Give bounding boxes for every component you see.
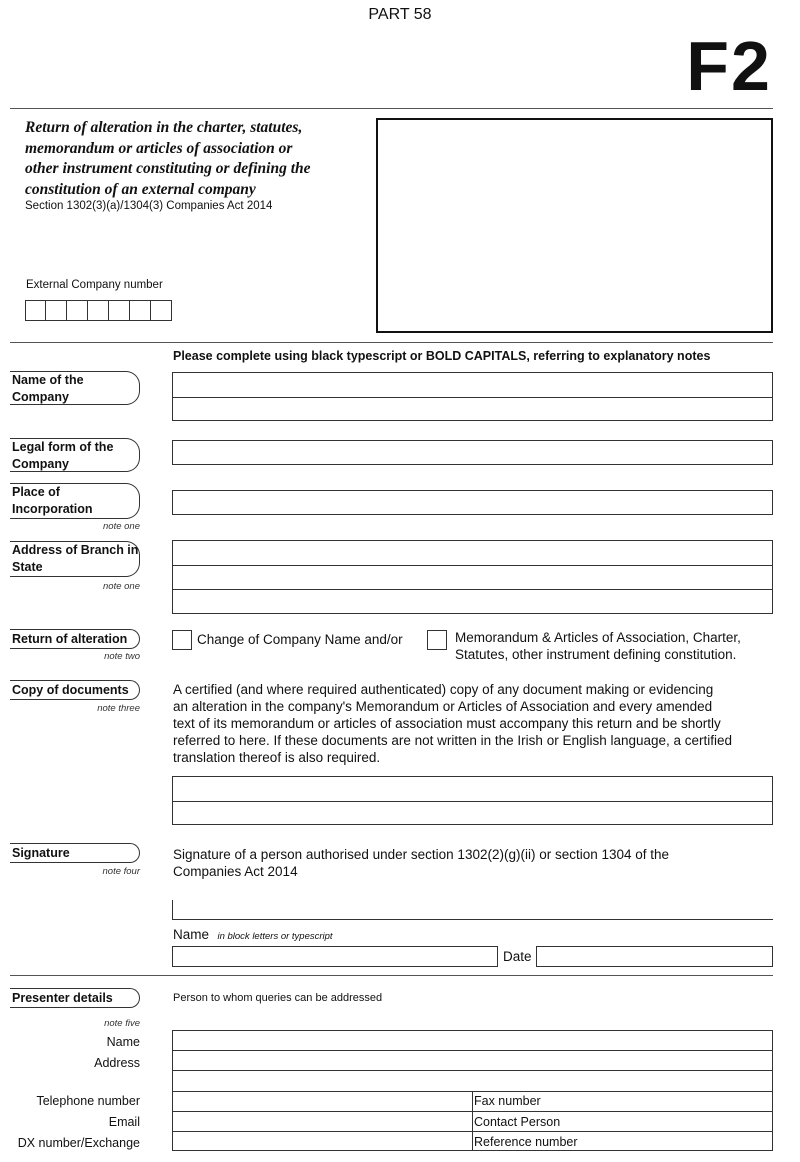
label-text: Presenter details [12,991,113,1005]
digit-box[interactable] [130,300,151,321]
title-line: Return of alteration in the charter, statutes, [25,119,303,136]
digit-box[interactable] [46,300,67,321]
header-divider [10,108,773,109]
form-title [25,118,365,200]
queries-text: Person to whom queries can be addressed [173,992,383,1004]
label-text: Place of Incorporation [12,485,93,516]
note-three: note three [97,703,140,714]
text-line: A certified (and where required authenticated) copy of any document making or evidencing [173,682,714,697]
signature-text-line2: Companies Act 2014 [173,864,298,879]
presenter-address-label: Address [94,1056,140,1070]
copy-of-documents-text [173,681,773,766]
text-line: translation thereof is also required. [173,750,381,765]
telephone-label: Telephone number [36,1094,140,1108]
field-divider [173,801,772,802]
email-label: Email [108,1115,140,1129]
note-five: note five [104,1018,140,1029]
signature-label [10,843,140,863]
digit-box[interactable] [67,300,88,321]
fax-label: Fax number [474,1094,541,1108]
title-line: memorandum or articles of association or [25,139,293,157]
memorandum-text-line2: Statutes, other instrument defining constitution. [455,647,737,662]
instructions: Please complete using black typescript or BOLD CAPITALS, referring to explanatory notes [173,349,711,363]
form-code: F2 [686,27,772,105]
name-label [173,926,333,944]
presenter-table[interactable] [172,1030,773,1151]
column-divider [472,1091,473,1151]
text-line: referred to here. If these documents are not written in the Irish or English language, a certified [173,733,733,748]
name-of-company-label [10,371,140,405]
memorandum-text-line1: Memorandum & Articles of Association, Charter, [455,630,741,645]
field-divider [173,397,772,398]
name-field[interactable] [172,946,498,967]
change-of-name-checkbox[interactable] [172,630,192,650]
row-divider [173,1050,772,1051]
branch-address-field[interactable] [172,540,773,614]
note-four: note four [102,866,140,877]
section-divider [10,975,773,976]
row-divider [173,1070,772,1071]
digit-box[interactable] [25,300,46,321]
name-label-text: Name [173,927,210,942]
digit-box[interactable] [109,300,130,321]
presenter-name-label: Name [106,1035,140,1049]
title-line: other instrument constituting or defining the [25,160,311,177]
label-text: Legal form of the Company [12,440,114,471]
section-divider [10,342,773,343]
text-line: an alteration in the company's Memorandum or Articles of Association and every amended [173,699,713,714]
company-number-label: External Company number [26,279,163,291]
field-divider [173,565,772,566]
documents-reference-field[interactable] [172,776,773,825]
date-field[interactable] [536,946,773,967]
dx-label: DX number/Exchange [17,1136,140,1150]
legal-form-field[interactable] [172,440,773,465]
part-label: PART 58 [368,6,432,23]
note-two: note two [104,651,140,662]
label-text: Name of the Company [12,373,84,404]
memorandum-checkbox[interactable] [427,630,447,650]
signature-line[interactable] [172,900,773,920]
company-number-input[interactable] [25,300,172,321]
place-of-incorporation-label [10,483,140,519]
office-use-box [376,118,773,333]
note-one: note one [103,581,140,592]
legal-form-label [10,438,140,472]
place-of-incorporation-field[interactable] [172,490,773,515]
signature-text-line1: Signature of a person authorised under section 1302(2)(g)(ii) or section 1304 of the [173,847,670,862]
label-text: Signature [12,846,70,860]
label-text: Copy of documents [12,683,129,697]
digit-box[interactable] [88,300,109,321]
return-of-alteration-label [10,629,140,649]
copy-of-documents-label [10,680,140,700]
address-of-branch-label [10,541,140,577]
label-text: Return of alteration [12,632,128,646]
reference-number-label: Reference number [474,1135,578,1149]
name-hint: in block letters or typescript [217,931,333,942]
contact-person-label: Contact Person [474,1115,561,1129]
title-line: constitution of an external company [25,180,256,198]
change-of-name-text: Change of Company Name and/or [197,632,403,647]
label-text: Address of Branch in State [12,543,139,574]
text-line: text of its memorandum or articles of association must accompany this return and be shortly [173,716,721,731]
section-reference: Section 1302(3)(a)/1304(3) Companies Act 2014 [25,200,273,212]
company-name-field[interactable] [172,372,773,421]
date-label: Date [503,949,532,964]
presenter-details-label [10,988,140,1008]
note-one: note one [103,521,140,532]
field-divider [173,589,772,590]
digit-box[interactable] [151,300,172,321]
